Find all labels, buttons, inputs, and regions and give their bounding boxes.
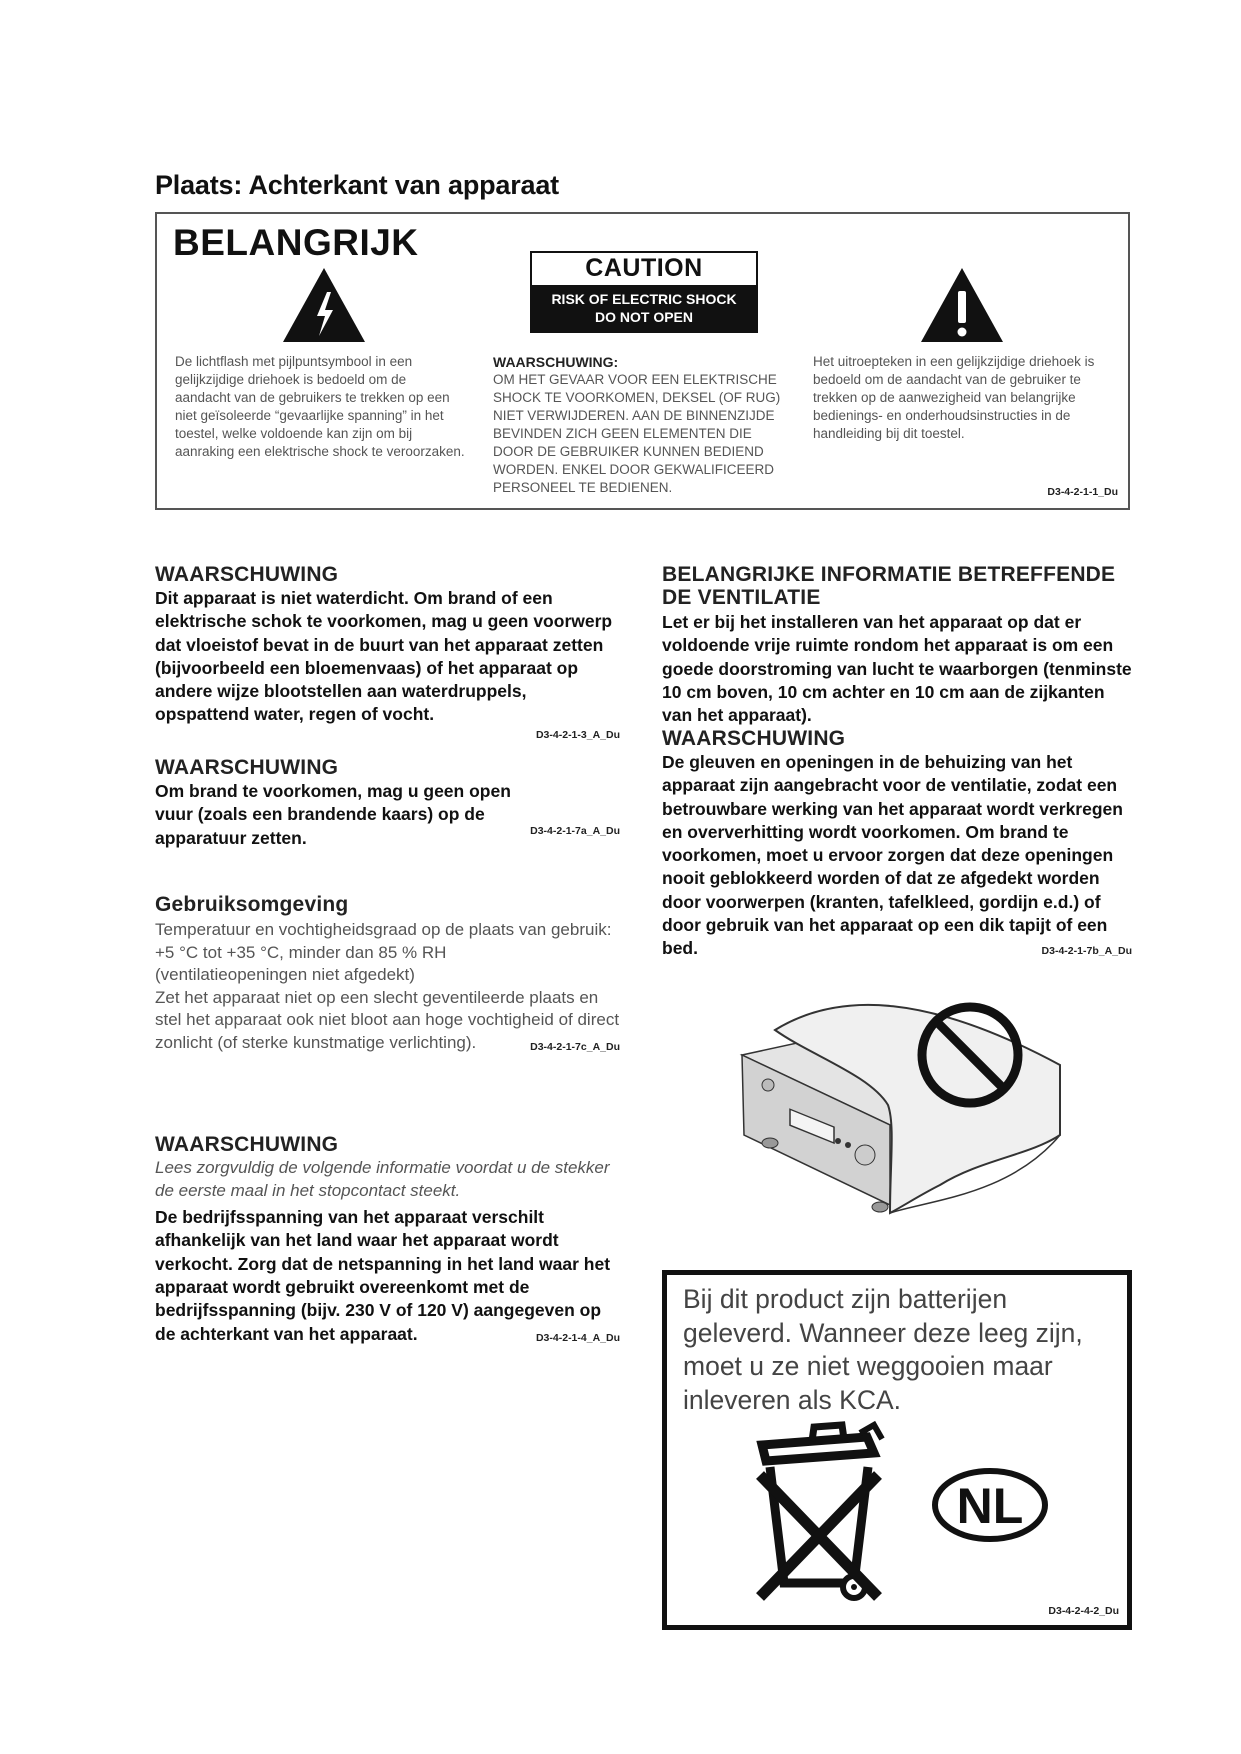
lightning-symbol-explanation: De lichtflash met pijlpuntsymbool in een gelijkzijdige driehoek is bedoeld om de aandacht van de gebruikers te trekken op een niet geïsoleerde “gevaarlijke spanning” in het toestel, welke voldoende kan zijn om bij aanraking een elektrische shock te veroorzaken. <box>175 354 465 459</box>
caution-warning-heading: WAARSCHUWING: <box>493 354 619 370</box>
exclamation-warning-icon <box>919 266 1005 344</box>
section-body: De gleuven en openingen in de behuizing van het apparaat zijn aangebracht voor de ventilatie, zodat een betrouwbare werking van het apparaat wordt verkregen en oververhitting wordt voorkomen. Om brand te voorkomen, moet u ervoor zorgen dat deze openingen nooit geblokkeerd worden of dat ze afgedekt worden door voorwerpen (kranten, tafelkleed, gordijn e.d.) of door gebruik van het apparaat op een dik tapijt of een bed. <box>662 752 1123 959</box>
caution-label <box>530 251 758 333</box>
nl-badge-text: NL <box>956 1478 1024 1534</box>
battery-disposal-text: Bij dit product zijn batterijen geleverd. Wanneer deze leeg zijn, moet u ze niet weggooien maar inleveren als KCA. <box>683 1284 1083 1415</box>
warning-voltage-section <box>155 1133 620 1344</box>
operating-environment-section <box>155 893 620 1053</box>
section-body-text: Om brand te voorkomen, mag u geen open vuur (zoals een brandende kaars) op de apparatuur zetten. <box>155 781 511 848</box>
exclamation-symbol-explanation: Het uitroepteken in een gelijkzijdige driehoek is bedoeld om de aandacht van de gebruiker te trekken op de aanwezigheid van belangrijke bedienings- en onderhoudsinstructies in de handleiding bij dit toestel. <box>813 354 1095 441</box>
ventilation-section <box>662 563 1132 727</box>
section-heading: Gebruiksomgeving <box>155 893 349 916</box>
important-warning-box <box>155 212 1130 510</box>
reference-code: D3-4-2-1-1_Du <box>1047 486 1118 498</box>
crossed-out-bin-icon <box>742 1415 892 1605</box>
important-heading: BELANGRIJK <box>173 222 419 263</box>
section-intro: Lees zorgvuldig de volgende informatie voordat u de stekker de eerste maal in het stopcontact steekt. <box>155 1158 610 1200</box>
section-body: Let er bij het installeren van het apparaat op dat er voldoende vrije ruimte rondom het apparaat is om een goede doorstroming van lucht te waarborgen (tenminste 10 cm boven, 10 cm achter en 10 cm aan de zijkanten van het apparaat). <box>662 612 1132 726</box>
reference-code: D3-4-2-4-2_Du <box>1048 1605 1119 1617</box>
warning-waterproof-section <box>155 563 620 741</box>
caution-warning-text <box>493 353 793 497</box>
environment-line-1: Temperatuur en vochtigheidsgraad op de plaats van gebruik: <box>155 920 612 939</box>
battery-disposal-box <box>662 1270 1132 1630</box>
caution-line-2: DO NOT OPEN <box>594 309 693 325</box>
section-body <box>155 780 620 850</box>
electric-shock-warning-icon <box>281 266 367 344</box>
covered-device-prohibited-illustration <box>730 985 1070 1215</box>
reference-code: D3-4-2-1-7a_A_Du <box>530 825 620 837</box>
reference-code: D3-4-2-1-7b_A_Du <box>1041 944 1132 957</box>
section-body: De bedrijfsspanning van het apparaat verschilt afhankelijk van het land waar het apparaat wordt verkocht. Zorg dat de netspanning in het land waar het apparaat wordt gebruikt overeenkomt met de bedrijfsspanning (bijv. 230 V of 120 V) aangegeven op de achterkant van het apparaat. <box>155 1207 611 1344</box>
warning-openings-section <box>662 727 1132 957</box>
reference-code: D3-4-2-1-4_A_Du <box>535 1331 620 1344</box>
caution-line-1: RISK OF ELECTRIC SHOCK <box>551 291 737 307</box>
nl-country-badge <box>930 1465 1050 1545</box>
section-body: Dit apparaat is niet waterdicht. Om brand of een elektrische schok te voorkomen, mag u geen voorwerp dat vloeistof bevat in de buurt van het apparaat zetten (bijvoorbeeld een bloemenvaas) of het apparaat op andere wijze blootstellen aan waterdruppels, opspattend water, regen of vocht. <box>155 588 613 725</box>
caution-warning-body: OM HET GEVAAR VOOR EEN ELEKTRISCHE SHOCK TE VOORKOMEN, DEKSEL (OF RUG) NIET VERWIJDEREN. AAN DE BINNENZIJDE BEVINDEN ZICH GEEN ELEMENTEN DIE DOOR DE GEBRUIKER KUNNEN BEDIEND WORDEN. ENKEL DOOR GEKWALIFICEERD PERSONEEL TE BEDIENEN. <box>493 372 781 495</box>
environment-line-3: (ventilatieopeningen niet afgedekt) <box>155 965 415 985</box>
caution-title: CAUTION <box>585 254 703 282</box>
section-heading: WAARSCHUWING <box>155 1133 339 1156</box>
environment-line-4: Zet het apparaat niet op een slecht geventileerde plaats en stel het apparaat ook niet bloot aan hoge vochtigheid of direct zonlicht (of sterke kunstmatige verlichting). <box>155 987 620 1052</box>
reference-code: D3-4-2-1-3_A_Du <box>535 728 620 741</box>
environment-line-2: +5 °C tot +35 °C, minder dan 85 % RH <box>155 942 447 962</box>
section-heading: BELANGRIJKE INFORMATIE BETREFFENDE DE VENTILATIE <box>662 563 1116 609</box>
section-heading: WAARSCHUWING <box>155 563 339 586</box>
warning-fire-section <box>155 756 620 850</box>
caution-subtitle <box>532 285 756 331</box>
page-title: Plaats: Achterkant van apparaat <box>155 170 559 200</box>
section-heading: WAARSCHUWING <box>662 727 846 750</box>
reference-code: D3-4-2-1-7c_A_Du <box>530 1040 620 1053</box>
section-heading: WAARSCHUWING <box>155 756 339 779</box>
